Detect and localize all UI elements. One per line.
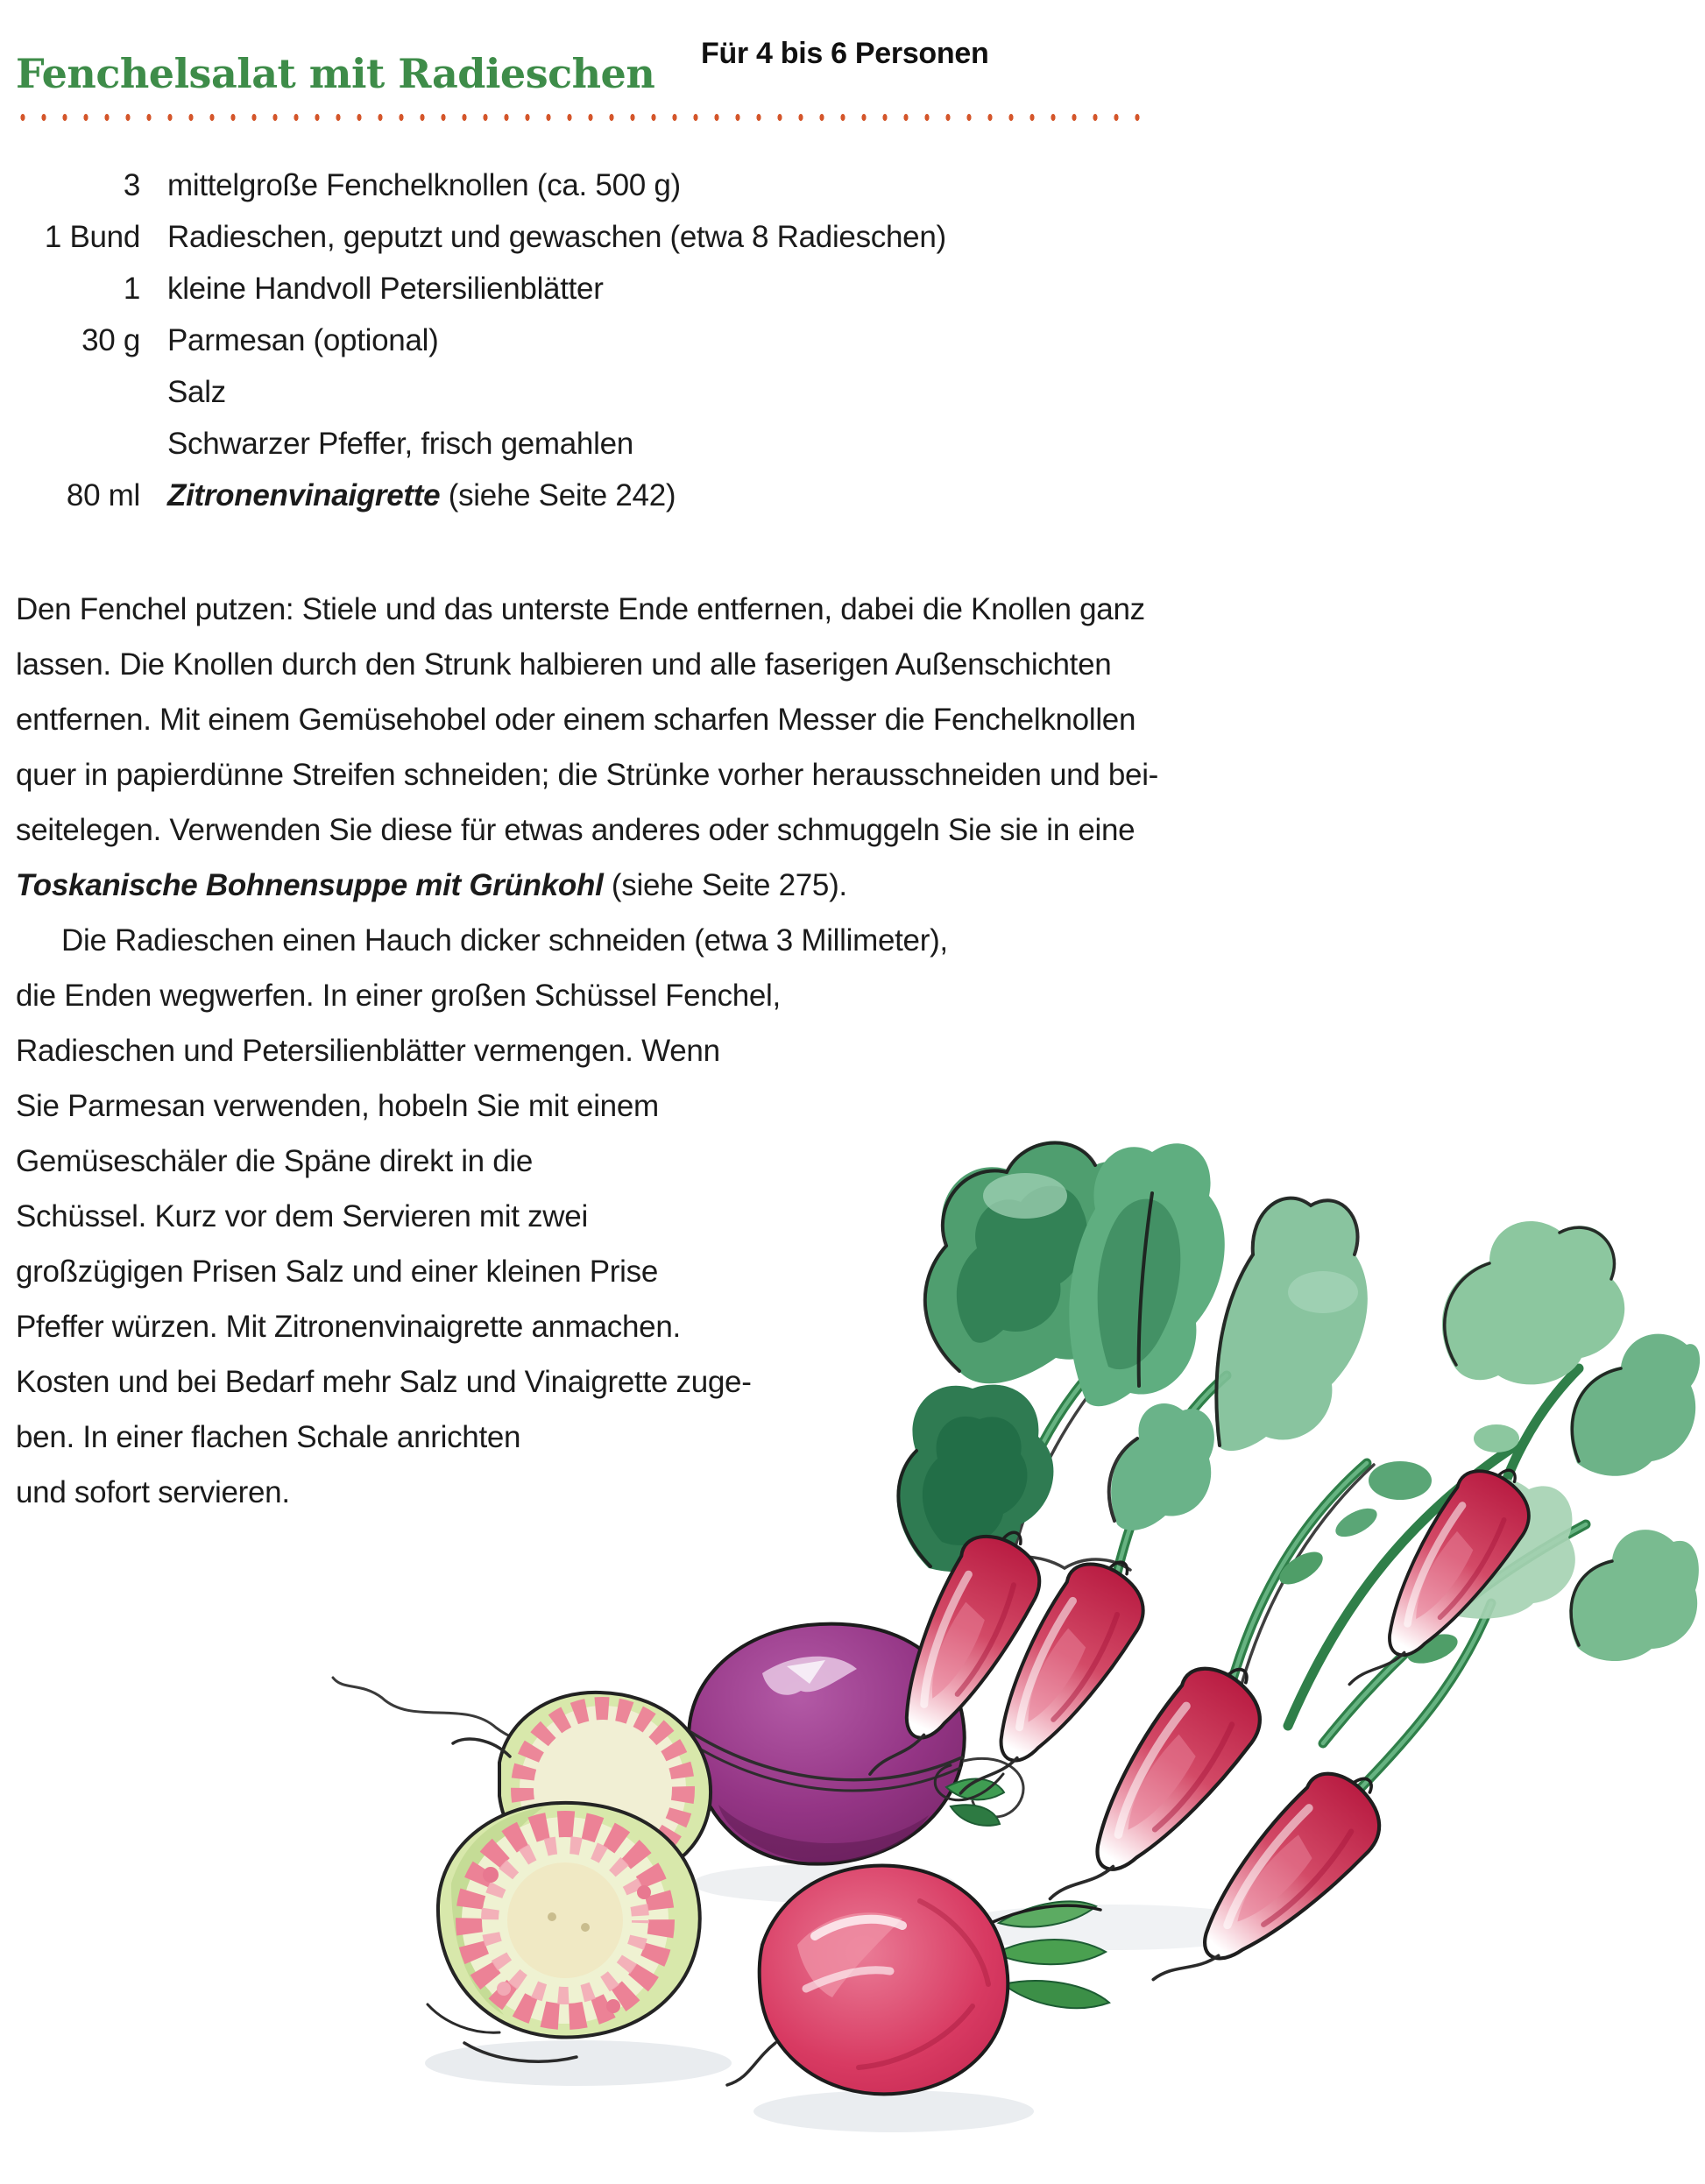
instruction-text bbox=[16, 582, 1383, 1520]
recipe-cross-reference: Zitronenvinaigrette bbox=[167, 478, 441, 512]
serving-info: Für 4 bis 6 Personen bbox=[701, 37, 989, 70]
instruction-line: Kosten und bei Bedarf mehr Salz und Vinaigrette zuge- bbox=[16, 1365, 752, 1399]
instruction-line: ben. In einer flachen Schale anrichten bbox=[16, 1420, 521, 1454]
instruction-line: entfernen. Mit einem Gemüsehobel oder einem scharfen Messer die Fenchelknollen bbox=[16, 703, 1136, 737]
breakfast-radish-bunch bbox=[863, 1450, 1548, 2032]
radish-leaves-right bbox=[1369, 1221, 1700, 1661]
instruction-line: die Enden wegwerfen. In einer großen Schüssel Fenchel, bbox=[16, 979, 781, 1013]
instruction-line: quer in papierdünne Streifen schneiden; die Strünke vorher herausschneiden und bei- bbox=[16, 758, 1159, 792]
dotted-divider bbox=[12, 109, 1150, 126]
page-title: Fenchelsalat mit Radieschen bbox=[16, 49, 655, 97]
ingredient-text bbox=[167, 470, 676, 521]
instruction-line: Radieschen und Petersilienblätter vermengen. Wenn bbox=[16, 1034, 720, 1068]
instruction-line: Pfeffer würzen. Mit Zitronenvinaigrette anmachen. bbox=[16, 1310, 681, 1344]
instruction-line: Gemüseschäler die Späne direkt in die bbox=[16, 1144, 534, 1178]
ingredient-row bbox=[0, 366, 1489, 418]
instruction-line: Den Fenchel putzen: Stiele und das unterste Ende entfernen, dabei die Knollen ganz bbox=[16, 592, 1145, 626]
instruction-line: Schüssel. Kurz vor dem Servieren mit zwei bbox=[16, 1199, 588, 1233]
instruction-line: Die Radieschen einen Hauch dicker schneiden (etwa 3 Millimeter), bbox=[61, 923, 948, 958]
ingredient-quantity: 80 ml bbox=[66, 478, 140, 512]
ingredient-quantity: 3 bbox=[123, 168, 140, 202]
ingredient-text: Radieschen, geputzt und gewaschen (etwa 8 Radieschen) bbox=[167, 220, 946, 254]
ingredient-text: Salz bbox=[167, 375, 226, 409]
ingredient-text: Parmesan (optional) bbox=[167, 323, 439, 357]
sliced-radish bbox=[428, 1693, 711, 2061]
ingredient-note: (siehe Seite 242) bbox=[440, 478, 676, 512]
ingredient-text: Schwarzer Pfeffer, frisch gemahlen bbox=[167, 427, 633, 461]
red-radish bbox=[727, 1866, 1109, 2095]
ingredient-row bbox=[0, 470, 1489, 521]
ingredient-quantity: 1 bbox=[123, 272, 140, 306]
ingredient-row bbox=[0, 418, 1489, 470]
ingredient-row bbox=[0, 211, 1489, 263]
instruction-line: Sie Parmesan verwenden, hobeln Sie mit einem bbox=[16, 1089, 659, 1123]
instruction-line bbox=[16, 858, 1383, 913]
ingredient-row bbox=[0, 315, 1489, 366]
ingredient-text: mittelgroße Fenchelknollen (ca. 500 g) bbox=[167, 168, 681, 202]
ingredient-text: kleine Handvoll Petersilienblätter bbox=[167, 272, 604, 306]
recipe-cross-reference: Toskanische Bohnensuppe mit Grünkohl bbox=[16, 868, 604, 902]
ingredient-row bbox=[0, 263, 1489, 315]
purple-radish bbox=[333, 1624, 1023, 1864]
instruction-line: lassen. Die Knollen durch den Strunk halbieren und alle faserigen Außenschichten bbox=[16, 647, 1112, 682]
page-reference: (siehe Seite 275). bbox=[603, 868, 847, 902]
ingredient-quantity: 30 g bbox=[81, 323, 140, 357]
cast-shadows bbox=[425, 1864, 1279, 2132]
ingredient-row bbox=[0, 159, 1489, 211]
ingredient-list bbox=[0, 159, 1489, 521]
ingredient-quantity: 1 Bund bbox=[44, 220, 140, 254]
instruction-line: und sofort servieren. bbox=[16, 1475, 290, 1509]
instruction-line: seitelegen. Verwenden Sie diese für etwas anderes oder schmuggeln Sie sie in eine bbox=[16, 813, 1135, 847]
instruction-line: großzügigen Prisen Salz und einer kleinen Prise bbox=[16, 1255, 658, 1289]
